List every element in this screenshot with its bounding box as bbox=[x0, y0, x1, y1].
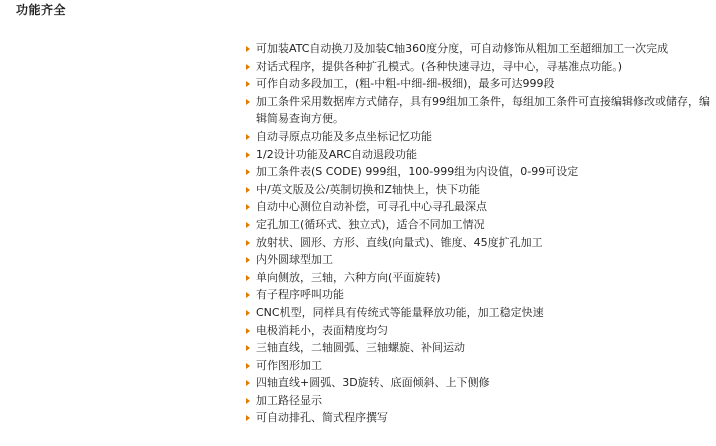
feature-text: 中/英文版及公/英制切换和Z轴快上，快下功能 bbox=[256, 182, 480, 196]
feature-text: 内外圆球型加工 bbox=[256, 253, 333, 267]
feature-item bbox=[246, 409, 712, 427]
feature-text: 1/2设计功能及ARC自动退段功能 bbox=[256, 147, 418, 161]
feature-item bbox=[246, 128, 712, 146]
feature-text: 有子程序呼叫功能 bbox=[256, 288, 344, 302]
bullet-icon bbox=[246, 380, 250, 386]
bullet-icon bbox=[246, 275, 250, 281]
feature-item bbox=[246, 146, 712, 164]
bullet-icon bbox=[246, 310, 250, 316]
bullet-icon bbox=[246, 99, 250, 105]
feature-item bbox=[246, 286, 712, 304]
bullet-icon bbox=[246, 398, 250, 404]
feature-item bbox=[246, 163, 712, 181]
feature-text: 对话式程序，提供各种扩孔模式。(各种快速寻边，寻中心，寻基准点功能。) bbox=[256, 59, 623, 73]
bullet-icon bbox=[246, 328, 250, 334]
bullet-icon bbox=[246, 257, 250, 263]
feature-item bbox=[246, 58, 712, 76]
feature-text: 加工条件表(S CODE) 999组，100-999组为内设值，0-99可设定 bbox=[256, 165, 579, 179]
feature-text: 三轴直线，二轴圆弧、三轴螺旋、补间运动 bbox=[256, 341, 465, 355]
feature-text: 自动中心测位自动补偿，可寻孔中心寻孔最深点 bbox=[256, 200, 487, 214]
feature-text: 加工路径显示 bbox=[256, 393, 322, 407]
bullet-icon bbox=[246, 152, 250, 158]
feature-item bbox=[246, 339, 712, 357]
feature-text: 可自动排孔、简式程序撰写 bbox=[256, 411, 388, 425]
feature-text: CNC机型，同样具有传统式等能量释放功能，加工稳定快速 bbox=[256, 305, 544, 319]
feature-text: 放射状、圆形、方形、直线(向量式)、锥度、45度扩孔加工 bbox=[256, 235, 543, 249]
feature-item bbox=[246, 374, 712, 392]
feature-text: 可作自动多段加工，(粗-中粗-中细-细-极细)，最多可达999段 bbox=[256, 77, 555, 91]
bullet-icon bbox=[246, 134, 250, 140]
bullet-icon bbox=[246, 64, 250, 70]
feature-text: 四轴直线+圆弧、3D旋转、底面倾斜、上下侧修 bbox=[256, 376, 490, 390]
feature-item bbox=[246, 93, 712, 128]
feature-text: 定孔加工(循环式、独立式)，适合不同加工情况 bbox=[256, 217, 485, 231]
bullet-icon bbox=[246, 46, 250, 52]
feature-item bbox=[246, 322, 712, 340]
feature-item bbox=[246, 251, 712, 269]
bullet-icon bbox=[246, 363, 250, 369]
bullet-icon bbox=[246, 292, 250, 298]
bullet-icon bbox=[246, 415, 250, 421]
section-title: 功能齐全 bbox=[16, 3, 67, 17]
feature-item bbox=[246, 198, 712, 216]
feature-item bbox=[246, 269, 712, 287]
feature-item bbox=[246, 75, 712, 93]
feature-text: 加工条件采用数据库方式储存，具有99组加工条件，每组加工条件可直接编辑修改或储存，编辑简易查询方便。 bbox=[256, 94, 710, 126]
feature-text: 单向侧放，三轴，六种方向(平面旋转) bbox=[256, 270, 441, 284]
feature-text: 自动寻原点功能及多点坐标记忆功能 bbox=[256, 129, 432, 143]
feature-item bbox=[246, 216, 712, 234]
feature-list bbox=[246, 40, 712, 427]
feature-item bbox=[246, 304, 712, 322]
feature-item bbox=[246, 40, 712, 58]
bullet-icon bbox=[246, 204, 250, 210]
feature-item bbox=[246, 392, 712, 410]
bullet-icon bbox=[246, 240, 250, 246]
bullet-icon bbox=[246, 222, 250, 228]
feature-item bbox=[246, 181, 712, 199]
feature-text: 可作图形加工 bbox=[256, 358, 322, 372]
bullet-icon bbox=[246, 345, 250, 351]
feature-text: 电极消耗小，表面精度均匀 bbox=[256, 323, 388, 337]
feature-text: 可加装ATC自动换刀及加装C轴360度分度，可自动修饰从粗加工至超细加工一次完成 bbox=[256, 42, 669, 55]
feature-item bbox=[246, 234, 712, 252]
feature-item bbox=[246, 357, 712, 375]
bullet-icon bbox=[246, 81, 250, 87]
bullet-icon bbox=[246, 169, 250, 175]
bullet-icon bbox=[246, 187, 250, 193]
